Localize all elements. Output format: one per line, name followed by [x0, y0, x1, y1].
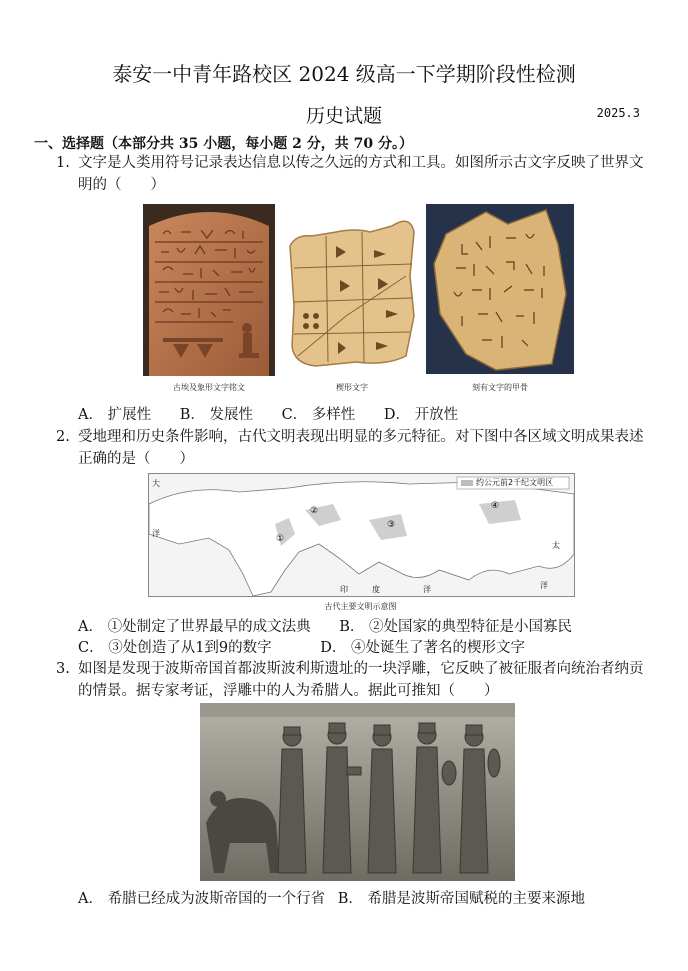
exam-subtitle: 历史试题: [305, 105, 382, 127]
map-label: ④: [491, 501, 500, 511]
map-caption: 古代主要文明示意图: [324, 602, 397, 611]
question-1-options: [78, 404, 482, 426]
option-b: B． 发展性: [179, 407, 253, 423]
oracle-bone-image: [426, 204, 574, 374]
map-label: 洋: [540, 581, 548, 590]
option-a: A． ①处制定了世界最早的成文法典: [78, 619, 311, 635]
option-c: C． ③处创造了从1到9的数字: [78, 640, 272, 656]
question-number: 2.: [56, 429, 70, 445]
map-label: 大: [152, 479, 160, 488]
option-a: A． 希腊已经成为波斯帝国的一个行省: [78, 891, 326, 907]
question-2-options-row1: [78, 616, 596, 638]
option-d: D． 开放性: [383, 407, 459, 423]
question-stem: 如图是发现于波斯帝国首都波斯波利斯遗址的一块浮雕，它反映了被征服者向统治者纳贡的情景。据专家考证，浮雕中的人为希腊人。据此可推知（ ）: [78, 661, 644, 699]
option-b: B． ②处国家的典型特征是小国寡民: [339, 619, 572, 635]
cuneiform-tablet-image: [286, 206, 418, 372]
map-legend: 约公元前2千纪文明区: [476, 478, 554, 487]
map-label: 洋: [152, 529, 160, 538]
map-label: 洋: [423, 585, 431, 594]
question-1: [56, 152, 646, 196]
figure-caption: 楔形文字: [336, 383, 368, 392]
question-stem: 受地理和历史条件影响，古代文明表现出明显的多元特征。对下图中各区域文明成果表述正确的是（ ）: [78, 429, 644, 467]
section-heading: 一、选择题（本部分共 35 小题，每小题 2 分，共 70 分。）: [34, 136, 413, 152]
question-number: 1.: [56, 155, 70, 171]
question-stem: 文字是人类用符号记录表达信息以传之久远的方式和工具。如图所示古文字反映了世界文明的（ ）: [78, 155, 644, 193]
option-d: D． ④处诞生了著名的楔形文字: [320, 640, 525, 656]
question-number: 3.: [56, 661, 70, 677]
map-label: ③: [387, 520, 396, 530]
question-3: [56, 658, 646, 702]
persepolis-relief-image: [200, 703, 515, 881]
question-2: [56, 426, 646, 470]
option-a: A． 扩展性: [78, 407, 152, 423]
map-label: ②: [310, 506, 319, 516]
exam-date: 2025.3: [596, 106, 640, 120]
exam-title: 泰安一中青年路校区 2024 级高一下学期阶段性检测: [112, 62, 576, 86]
map-label: 印: [340, 585, 348, 594]
egyptian-hieroglyph-stele-image: [143, 204, 275, 376]
map-label: 度: [372, 585, 380, 594]
question-2-options-row2: [78, 637, 549, 659]
map-label: 太: [552, 541, 560, 550]
figure-caption: 刻有文字的甲骨: [472, 383, 528, 392]
option-b: B． 希腊是波斯帝国赋税的主要来源地: [337, 891, 585, 907]
question-3-options: [78, 888, 609, 910]
map-label: ①: [276, 534, 285, 544]
ancient-civilizations-map: [148, 473, 575, 597]
figure-caption: 古埃及象形文字铭文: [173, 383, 245, 392]
option-c: C． 多样性: [281, 407, 356, 423]
